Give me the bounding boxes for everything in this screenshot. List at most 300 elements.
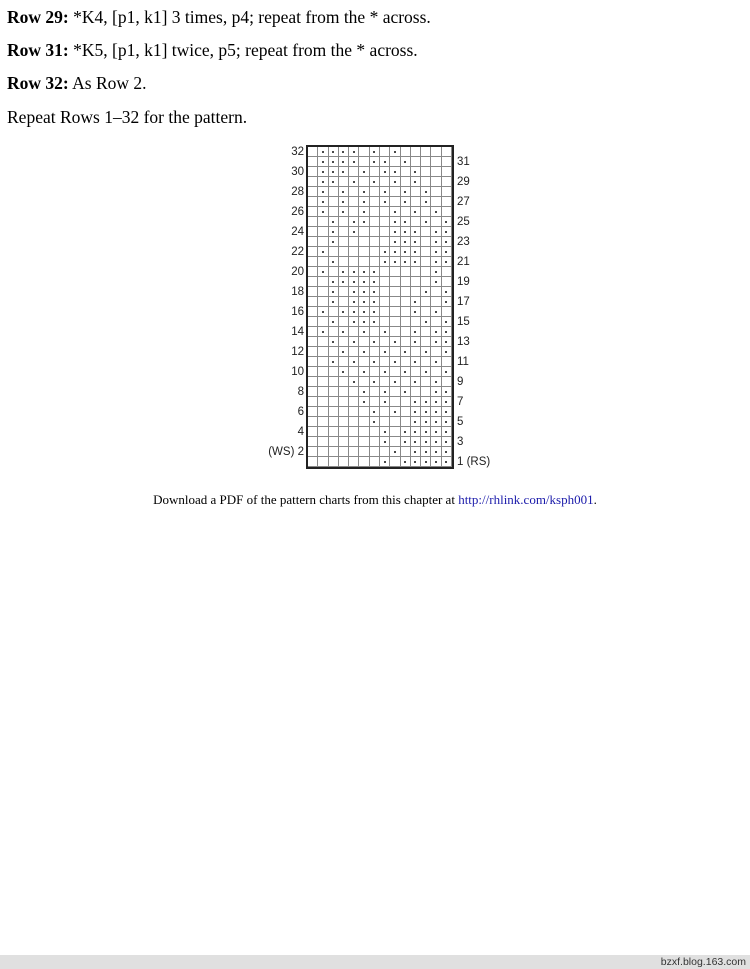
purl-cell (390, 377, 400, 387)
knit-cell (359, 357, 369, 367)
row-32-instruction (7, 72, 147, 94)
repeat-instruction (7, 106, 247, 128)
purl-cell (370, 177, 380, 187)
knit-cell (401, 147, 411, 157)
purl-cell (359, 167, 369, 177)
knit-cell (390, 367, 400, 377)
knit-cell (380, 297, 390, 307)
rs-row-label: 19 (457, 276, 470, 288)
knit-cell (339, 357, 349, 367)
knit-cell (308, 177, 318, 187)
purl-cell (442, 407, 452, 417)
knit-cell (339, 287, 349, 297)
rs-row-label: 11 (457, 356, 469, 368)
knit-cell (318, 297, 328, 307)
purl-cell (442, 387, 452, 397)
rs-row-label: 29 (457, 176, 470, 188)
purl-cell (380, 187, 390, 197)
purl-cell (442, 397, 452, 407)
knit-cell (401, 317, 411, 327)
purl-cell (329, 257, 339, 267)
purl-cell (390, 247, 400, 257)
knit-cell (380, 237, 390, 247)
knit-cell (421, 227, 431, 237)
row-label: Row 32: (7, 73, 69, 93)
footer-watermark: bzxf.blog.163.com (660, 956, 746, 968)
purl-cell (411, 417, 421, 427)
knit-cell (329, 427, 339, 437)
knit-cell (411, 367, 421, 377)
knit-cell (431, 297, 441, 307)
purl-cell (442, 247, 452, 257)
knit-cell (308, 297, 318, 307)
knit-cell (411, 347, 421, 357)
rs-row-label: 9 (457, 376, 464, 388)
purl-cell (339, 367, 349, 377)
knit-cell (380, 267, 390, 277)
row-label: Row 29: (7, 7, 69, 27)
purl-cell (431, 337, 441, 347)
purl-cell (370, 157, 380, 167)
rs-row-label: 15 (457, 316, 470, 328)
purl-cell (411, 297, 421, 307)
ws-row-label: 10 (291, 366, 304, 378)
purl-cell (421, 447, 431, 457)
knit-cell (390, 157, 400, 167)
rs-row-label: 27 (457, 196, 470, 208)
purl-cell (359, 367, 369, 377)
purl-cell (329, 357, 339, 367)
purl-cell (411, 377, 421, 387)
rs-row-label: 21 (457, 256, 470, 268)
knitting-chart (258, 140, 498, 480)
purl-cell (431, 377, 441, 387)
knit-cell (329, 457, 339, 467)
purl-cell (329, 217, 339, 227)
purl-cell (359, 397, 369, 407)
knit-cell (349, 247, 359, 257)
footer-bar (0, 955, 750, 969)
purl-cell (329, 317, 339, 327)
knit-cell (421, 207, 431, 217)
knit-cell (329, 207, 339, 217)
purl-cell (411, 457, 421, 467)
knit-cell (380, 287, 390, 297)
purl-cell (329, 147, 339, 157)
knit-cell (318, 417, 328, 427)
purl-cell (431, 237, 441, 247)
knit-cell (308, 427, 318, 437)
purl-cell (431, 207, 441, 217)
purl-cell (411, 167, 421, 177)
knit-cell (308, 267, 318, 277)
knit-cell (339, 217, 349, 227)
purl-cell (318, 197, 328, 207)
knit-cell (308, 317, 318, 327)
knit-cell (370, 217, 380, 227)
knit-cell (308, 367, 318, 377)
purl-cell (359, 347, 369, 357)
knit-cell (421, 297, 431, 307)
purl-cell (421, 287, 431, 297)
purl-cell (318, 147, 328, 157)
purl-cell (390, 257, 400, 267)
purl-cell (318, 267, 328, 277)
knit-cell (349, 367, 359, 377)
purl-cell (401, 427, 411, 437)
purl-cell (329, 287, 339, 297)
purl-cell (359, 317, 369, 327)
knit-cell (390, 267, 400, 277)
knit-cell (359, 457, 369, 467)
row-text: As Row 2. (68, 73, 147, 93)
purl-cell (421, 457, 431, 467)
purl-cell (370, 147, 380, 157)
knit-cell (349, 347, 359, 357)
purl-cell (390, 357, 400, 367)
knit-cell (318, 407, 328, 417)
knit-cell (359, 147, 369, 157)
knit-cell (308, 277, 318, 287)
purl-cell (329, 227, 339, 237)
knit-cell (318, 387, 328, 397)
knit-cell (329, 407, 339, 417)
purl-cell (380, 347, 390, 357)
knit-cell (318, 447, 328, 457)
purl-cell (431, 307, 441, 317)
knit-cell (390, 187, 400, 197)
knit-cell (359, 437, 369, 447)
purl-cell (349, 357, 359, 367)
knit-cell (329, 347, 339, 357)
knit-cell (431, 187, 441, 197)
purl-cell (370, 357, 380, 367)
purl-cell (349, 217, 359, 227)
purl-cell (442, 297, 452, 307)
purl-cell (318, 187, 328, 197)
ws-row-label: 26 (291, 206, 304, 218)
knit-cell (421, 337, 431, 347)
knit-cell (329, 247, 339, 257)
knit-cell (349, 187, 359, 197)
purl-cell (442, 227, 452, 237)
knit-cell (421, 387, 431, 397)
knit-cell (349, 197, 359, 207)
knit-cell (359, 427, 369, 437)
knit-cell (308, 247, 318, 257)
knit-cell (359, 257, 369, 267)
purl-cell (329, 237, 339, 247)
purl-cell (380, 197, 390, 207)
knit-cell (329, 267, 339, 277)
knit-cell (308, 147, 318, 157)
knit-cell (380, 217, 390, 227)
knit-cell (421, 167, 431, 177)
knit-cell (380, 407, 390, 417)
purl-cell (359, 287, 369, 297)
knit-cell (442, 267, 452, 277)
knit-cell (339, 237, 349, 247)
ws-row-label: 6 (297, 406, 304, 418)
purl-cell (390, 337, 400, 347)
purl-cell (359, 187, 369, 197)
knit-cell (401, 407, 411, 417)
purl-cell (411, 407, 421, 417)
purl-cell (421, 347, 431, 357)
knit-cell (359, 157, 369, 167)
knit-cell (308, 287, 318, 297)
knit-cell (308, 377, 318, 387)
purl-cell (329, 337, 339, 347)
knit-cell (359, 237, 369, 247)
knit-cell (339, 387, 349, 397)
knit-cell (390, 387, 400, 397)
purl-cell (370, 317, 380, 327)
purl-cell (318, 207, 328, 217)
purl-cell (431, 447, 441, 457)
knit-cell (349, 457, 359, 467)
knit-cell (390, 197, 400, 207)
purl-cell (318, 167, 328, 177)
knit-cell (442, 377, 452, 387)
chart-download-caption (0, 492, 750, 508)
purl-cell (442, 327, 452, 337)
knit-cell (318, 257, 328, 267)
purl-cell (318, 327, 328, 337)
purl-cell (401, 437, 411, 447)
knit-cell (421, 307, 431, 317)
purl-cell (380, 387, 390, 397)
purl-cell (401, 157, 411, 167)
ws-row-label: 12 (291, 346, 304, 358)
knit-cell (349, 327, 359, 337)
knit-cell (401, 287, 411, 297)
knit-cell (318, 347, 328, 357)
purl-cell (390, 447, 400, 457)
knit-cell (308, 257, 318, 267)
purl-cell (390, 177, 400, 187)
purl-cell (411, 327, 421, 337)
row-label: Row 31: (7, 40, 69, 60)
purl-cell (339, 327, 349, 337)
purl-cell (431, 327, 441, 337)
purl-cell (370, 417, 380, 427)
purl-cell (442, 347, 452, 357)
ws-row-label: (WS) 2 (268, 446, 304, 458)
purl-cell (431, 227, 441, 237)
knit-cell (318, 217, 328, 227)
knit-cell (401, 167, 411, 177)
knit-cell (442, 157, 452, 167)
purl-cell (442, 287, 452, 297)
knit-cell (329, 377, 339, 387)
purl-cell (370, 377, 380, 387)
knit-cell (421, 327, 431, 337)
knit-cell (401, 377, 411, 387)
purl-cell (421, 427, 431, 437)
purl-cell (401, 457, 411, 467)
knit-cell (411, 187, 421, 197)
pdf-download-link[interactable]: http://rhlink.com/ksph001 (458, 492, 594, 507)
knit-cell (411, 277, 421, 287)
knit-cell (308, 167, 318, 177)
knit-cell (390, 457, 400, 467)
knit-cell (329, 387, 339, 397)
knit-cell (329, 417, 339, 427)
purl-cell (401, 347, 411, 357)
knit-cell (349, 387, 359, 397)
purl-cell (349, 317, 359, 327)
rs-row-label: 5 (457, 416, 464, 428)
ws-row-label: 24 (291, 226, 304, 238)
knit-cell (442, 357, 452, 367)
purl-cell (431, 357, 441, 367)
row-text: *K5, [p1, k1] twice, p5; repeat from the * across. (68, 40, 418, 60)
knit-cell (318, 427, 328, 437)
purl-cell (421, 397, 431, 407)
knit-cell (318, 227, 328, 237)
purl-cell (390, 237, 400, 247)
knit-cell (431, 287, 441, 297)
knit-cell (370, 347, 380, 357)
purl-cell (431, 407, 441, 417)
knit-cell (442, 277, 452, 287)
purl-cell (359, 387, 369, 397)
rs-row-label: 17 (457, 296, 470, 308)
purl-cell (380, 367, 390, 377)
knit-cell (308, 327, 318, 337)
knit-cell (370, 327, 380, 337)
purl-cell (349, 147, 359, 157)
knit-cell (421, 157, 431, 167)
purl-cell (411, 247, 421, 257)
knit-cell (308, 157, 318, 167)
purl-cell (431, 437, 441, 447)
knit-cell (349, 257, 359, 267)
purl-cell (359, 307, 369, 317)
knit-cell (380, 227, 390, 237)
knit-cell (380, 447, 390, 457)
knit-cell (401, 277, 411, 287)
purl-cell (359, 327, 369, 337)
knit-cell (318, 337, 328, 347)
knit-cell (359, 177, 369, 187)
knit-cell (401, 447, 411, 457)
purl-cell (370, 267, 380, 277)
knit-cell (370, 197, 380, 207)
knit-cell (329, 367, 339, 377)
purl-cell (431, 267, 441, 277)
knit-cell (339, 407, 349, 417)
ws-row-label: 32 (291, 146, 304, 158)
rs-row-label: 25 (457, 216, 470, 228)
purl-cell (411, 447, 421, 457)
knit-cell (339, 427, 349, 437)
knit-cell (339, 247, 349, 257)
purl-cell (380, 427, 390, 437)
purl-cell (411, 227, 421, 237)
knit-cell (339, 397, 349, 407)
knit-cell (370, 447, 380, 457)
ws-row-label: 28 (291, 186, 304, 198)
purl-cell (339, 307, 349, 317)
purl-cell (339, 187, 349, 197)
rs-row-label: 7 (457, 396, 464, 408)
knit-cell (339, 177, 349, 187)
knit-cell (411, 197, 421, 207)
knit-cell (308, 207, 318, 217)
purl-cell (411, 427, 421, 437)
purl-cell (421, 197, 431, 207)
knit-cell (380, 147, 390, 157)
knit-cell (329, 197, 339, 207)
knit-cell (349, 447, 359, 457)
knit-cell (380, 277, 390, 287)
purl-cell (359, 197, 369, 207)
purl-cell (318, 157, 328, 167)
knit-cell (308, 217, 318, 227)
knit-cell (370, 187, 380, 197)
purl-cell (390, 227, 400, 237)
knit-cell (390, 277, 400, 287)
purl-cell (359, 207, 369, 217)
purl-cell (329, 167, 339, 177)
purl-cell (339, 347, 349, 357)
knit-cell (370, 457, 380, 467)
purl-cell (349, 287, 359, 297)
purl-cell (339, 147, 349, 157)
purl-cell (339, 277, 349, 287)
purl-cell (370, 277, 380, 287)
knit-cell (401, 207, 411, 217)
knit-cell (411, 217, 421, 227)
knit-cell (442, 147, 452, 157)
purl-cell (411, 337, 421, 347)
purl-cell (370, 307, 380, 317)
purl-cell (411, 357, 421, 367)
purl-cell (359, 267, 369, 277)
knit-cell (329, 327, 339, 337)
knit-cell (308, 237, 318, 247)
knit-cell (421, 267, 431, 277)
purl-cell (339, 157, 349, 167)
knit-cell (349, 207, 359, 217)
purl-cell (380, 257, 390, 267)
knit-cell (308, 357, 318, 367)
purl-cell (411, 207, 421, 217)
purl-cell (380, 327, 390, 337)
knit-cell (431, 157, 441, 167)
knit-cell (380, 207, 390, 217)
purl-cell (390, 167, 400, 177)
knit-cell (431, 217, 441, 227)
knit-cell (401, 397, 411, 407)
knit-cell (359, 407, 369, 417)
purl-cell (421, 187, 431, 197)
knit-cell (442, 207, 452, 217)
purl-cell (401, 257, 411, 267)
knit-cell (431, 367, 441, 377)
knit-cell (380, 417, 390, 427)
knit-cell (318, 317, 328, 327)
rs-row-label: 1 (RS) (457, 456, 491, 468)
purl-cell (411, 307, 421, 317)
purl-cell (349, 267, 359, 277)
knit-cell (339, 417, 349, 427)
knit-cell (370, 237, 380, 247)
knit-cell (370, 207, 380, 217)
knit-cell (380, 307, 390, 317)
